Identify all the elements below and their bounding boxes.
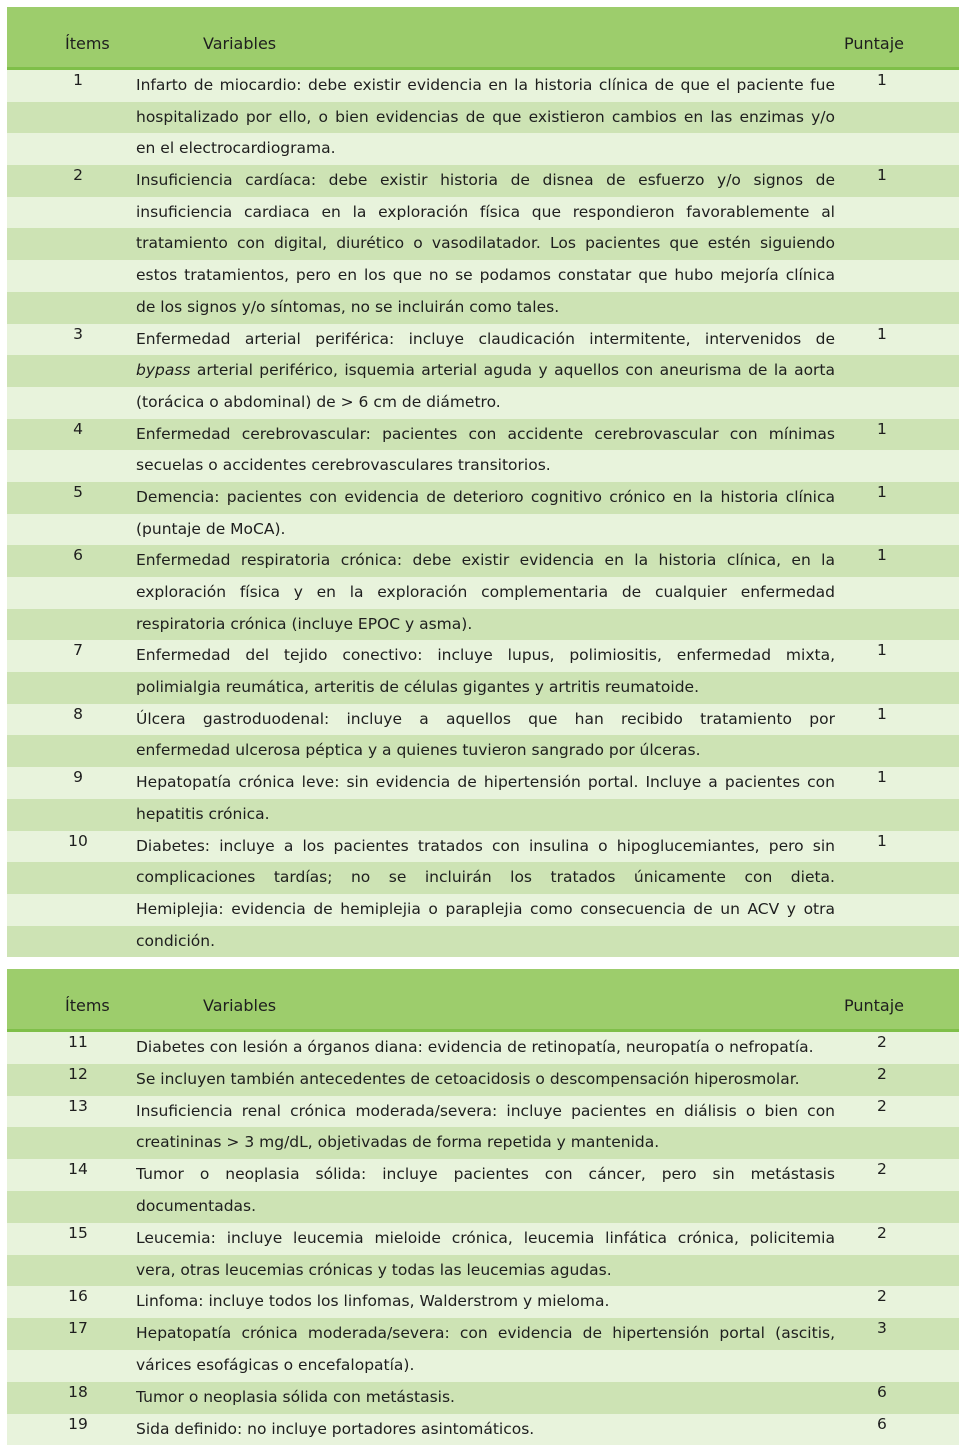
item-number: 6 [73,546,83,565]
variable-text: Insuficiencia cardíaca: debe existir historia de disnea de esfuerzo y/o signos de [136,171,835,190]
item-score: 2 [877,1223,887,1242]
table-row [7,640,959,703]
variable-text: Hemiplejia: evidencia de hemiplejia o paraplejia como consecuencia de un ACV y otra [136,899,835,918]
variable-text: Diabetes: incluye a los pacientes tratados con insulina o hipoglucemiantes, pero sin [136,836,835,855]
table-row [7,704,959,767]
row-line [7,1286,959,1318]
item-score: 2 [877,1033,887,1051]
variable-text: tratamiento con digital, diurético o vasodilatador. Los pacientes que estén siguiendo [136,234,835,253]
row-line [7,197,959,229]
variable-text: documentadas. [136,1196,257,1215]
row-line [7,450,959,482]
item-score: 1 [877,166,887,185]
item-number: 9 [73,768,83,787]
item-number: 17 [68,1319,88,1338]
item-number: 10 [68,831,88,850]
row-line [7,1414,959,1446]
variable-text: Se incluyen también antecedentes de cetoacidosis o descompensación hiperosmolar. [136,1069,800,1088]
table-header [7,7,959,70]
variable-text: Enfermedad cerebrovascular: pacientes con accidente cerebrovascular con mínimas [136,424,835,443]
row-line [7,324,959,356]
row-line [7,1127,959,1159]
table-body [7,70,959,957]
item-number: 15 [68,1223,88,1242]
variable-text: polimialgia reumática, arteritis de células gigantes y artritis reumatoide. [136,678,700,697]
row-line [7,735,959,767]
item-score: 1 [877,71,887,89]
table-row [7,767,959,830]
row-line [7,387,959,419]
header-variables: Variables [203,996,277,1015]
row-line [7,799,959,831]
row-line [7,1096,959,1128]
item-number: 5 [73,482,83,501]
item-number: 19 [68,1414,88,1433]
variable-text: secuelas o accidentes cerebrovasculares transitorios. [136,456,551,475]
table-row [7,1096,959,1160]
row-line [7,165,959,197]
item-score: 6 [877,1414,887,1433]
row-line [7,1318,959,1350]
item-number: 1 [73,71,83,89]
item-score: 6 [877,1382,887,1401]
item-number: 13 [68,1096,88,1115]
table-row [7,1223,959,1287]
row-line [7,482,959,514]
table-body [7,1032,959,1445]
variable-text: bypass arterial periférico, isquemia arterial aguda y aquellos con aneurisma de la aorta [136,361,835,380]
variable-text: respiratoria crónica (incluye EPOC y asma). [136,614,473,633]
variable-text: Sida definido: no incluye portadores asintomáticos. [136,1419,535,1438]
row-line [7,1382,959,1414]
row-line [7,70,959,102]
table-row [7,482,959,545]
variable-text: (puntaje de MoCA). [136,519,286,538]
variable-text: várices esofágicas o encefalopatía). [136,1355,415,1374]
row-line [7,1191,959,1223]
item-score: 2 [877,1160,887,1179]
row-line [7,767,959,799]
variable-text: complicaciones tardías; no se incluirán los tratados únicamente con dieta. [136,868,835,887]
variable-text: hepatitis crónica. [136,804,270,823]
header-items: Ítems [65,34,110,53]
header-variables: Variables [203,34,277,53]
variable-text: en el electrocardiograma. [136,139,336,158]
comorbidity-table-part-1 [7,7,959,957]
variable-text: Diabetes con lesión a órganos diana: evidencia de retinopatía, neuropatía o nefropatía. [136,1038,814,1056]
row-line [7,1159,959,1191]
table-row [7,1032,959,1064]
item-score: 1 [877,831,887,850]
item-number: 18 [68,1382,88,1401]
variable-text: de los signos y/o síntomas, no se incluirán como tales. [136,297,560,316]
row-line [7,514,959,546]
row-line [7,1064,959,1096]
variable-text: enfermedad ulcerosa péptica y a quienes tuvieron sangrado por úlceras. [136,741,701,760]
variable-text: Tumor o neoplasia sólida: incluye pacientes con cáncer, pero sin metástasis [136,1165,835,1184]
variable-text: Tumor o neoplasia sólida con metástasis. [136,1387,455,1406]
variable-text: Hepatopatía crónica leve: sin evidencia de hipertensión portal. Incluye a pacientes con [136,773,835,792]
header-items: Ítems [65,996,110,1015]
variable-text: exploración física y en la exploración complementaria de cualquier enfermedad [136,583,835,601]
row-line [7,577,959,609]
variable-text: estos tratamientos, pero en los que no se podamos constatar que hubo mejoría clínica [136,266,835,285]
table-row [7,1382,959,1414]
table-row [7,1064,959,1096]
variable-text: Demencia: pacientes con evidencia de deterioro cognitivo crónico en la historia clínica [136,487,835,506]
row-line [7,862,959,894]
row-line [7,292,959,324]
row-line [7,609,959,641]
table-row [7,831,959,958]
table-row [7,70,959,165]
variable-text: creatininas > 3 mg/dL, objetivadas de forma repetida y mantenida. [136,1133,660,1152]
item-score: 1 [877,641,887,660]
item-score: 1 [877,482,887,501]
variable-text: Leucemia: incluye leucemia mieloide crónica, leucemia linfática crónica, policitemia [136,1228,835,1247]
row-line [7,640,959,672]
table-row [7,324,959,419]
item-number: 2 [73,166,83,185]
item-score: 2 [877,1287,887,1306]
variable-text: Insuficiencia renal crónica moderada/severa: incluye pacientes en diálisis o bien con [136,1101,835,1120]
table-header [7,969,959,1032]
item-score: 1 [877,419,887,438]
row-line [7,1223,959,1255]
header-score: Puntaje [844,996,905,1015]
item-number: 14 [68,1160,88,1179]
item-number: 7 [73,641,83,660]
item-score: 1 [877,704,887,723]
item-number: 3 [73,324,83,343]
item-score: 3 [877,1319,887,1338]
item-score: 2 [877,1064,887,1083]
item-number: 11 [68,1033,88,1051]
item-score: 2 [877,1096,887,1115]
row-line [7,419,959,451]
row-line [7,133,959,165]
variable-text: insuficiencia cardiaca en la exploración física que respondieron favorablemente al [136,202,835,221]
variable-text: Enfermedad respiratoria crónica: debe existir evidencia en la historia clínica, en la [136,551,835,570]
row-line [7,831,959,863]
header-score: Puntaje [844,34,905,53]
row-line [7,926,959,958]
item-score: 1 [877,768,887,787]
row-line [7,545,959,577]
variable-text: Infarto de miocardio: debe existir evidencia en la historia clínica de que el paciente fue [136,76,835,94]
row-line [7,1255,959,1287]
row-line [7,355,959,387]
item-number: 8 [73,704,83,723]
row-line [7,102,959,134]
row-line [7,894,959,926]
variable-text: Enfermedad arterial periférica: incluye claudicación intermitente, intervenidos de [136,329,835,348]
table-row [7,419,959,482]
table-row [7,545,959,640]
variable-text: Enfermedad del tejido conectivo: incluye lupus, polimiositis, enfermedad mixta, [136,646,835,665]
row-line [7,1350,959,1382]
row-line [7,260,959,292]
table-row [7,165,959,323]
variable-text: condición. [136,931,216,950]
item-number: 4 [73,419,83,438]
row-line [7,704,959,736]
table-row [7,1159,959,1223]
variable-text: Hepatopatía crónica moderada/severa: con evidencia de hipertensión portal (ascitis, [136,1324,835,1343]
variable-text: hospitalizado por ello, o bien evidencias de que existieron cambios en las enzimas y/o [136,107,835,126]
comorbidity-table-part-2 [7,969,959,1445]
table-row [7,1286,959,1318]
table-row [7,1318,959,1382]
variable-text: vera, otras leucemias crónicas y todas las leucemias agudas. [136,1260,612,1279]
item-number: 16 [68,1287,88,1306]
item-number: 12 [68,1064,88,1083]
item-score: 1 [877,546,887,565]
variable-text: (torácica o abdominal) de > 6 cm de diámetro. [136,392,501,411]
variable-text: Úlcera gastroduodenal: incluye a aquellos que han recibido tratamiento por [136,709,835,728]
row-line [7,672,959,704]
table-row [7,1414,959,1446]
variable-text: Linfoma: incluye todos los linfomas, Walderstrom y mieloma. [136,1292,610,1311]
item-score: 1 [877,324,887,343]
row-line [7,228,959,260]
row-line [7,1032,959,1064]
